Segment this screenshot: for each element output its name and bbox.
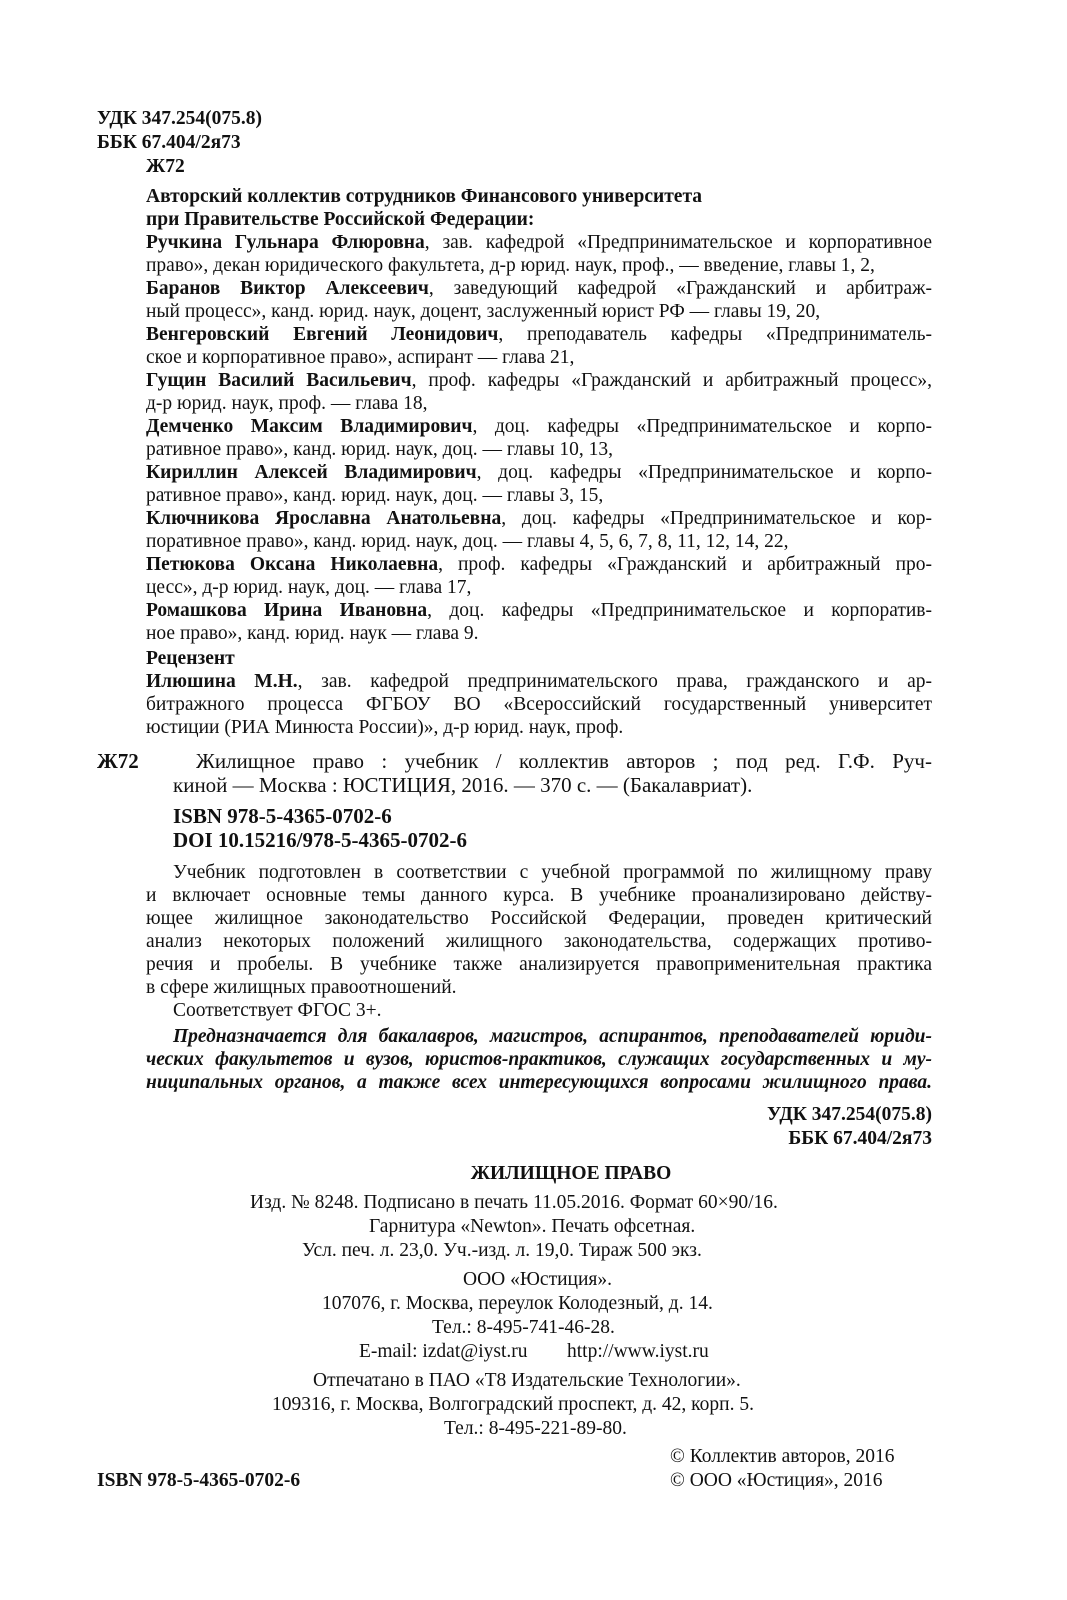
author-entry-continued: д-р юрид. наук, проф. — глава 18, [146, 393, 428, 414]
author-name: Баранов Виктор Алексеевич [146, 278, 429, 299]
bib-author-sign: Ж72 [97, 749, 139, 773]
author-name: Петюкова Оксана Николаевна [146, 554, 439, 575]
imprint-line: Усл. печ. л. 23,0. Уч.-изд. л. 19,0. Тираж 500 экз. [302, 1240, 702, 1261]
printer-line: 109316, г. Москва, Волгоградский проспект, д. 42, корп. 5. [272, 1394, 754, 1415]
author-name: Ромашкова Ирина Ивановна [146, 600, 428, 621]
printer-line: Отпечатано в ПАО «T8 Издательские Технологии». [313, 1370, 741, 1391]
printer-line: Тел.: 8-495-221-89-80. [444, 1418, 627, 1439]
author-name: Демченко Максим Владимирович [146, 416, 473, 437]
author-entry-continued: ный процесс», канд. юрид. наук, доцент, заслуженный юрист РФ — главы 19, 20, [146, 301, 821, 322]
imprint-line: Гарнитура «Newton». Печать офсетная. [369, 1216, 696, 1237]
publisher-address: 107076, г. Москва, переулок Колодезный, д. 14. [322, 1293, 713, 1314]
abstract-line: Учебник подготовлен в соответствии с учебной программой по жилищному праву [173, 862, 932, 883]
fgos-compliance: Соответствует ФГОС 3+. [173, 1000, 382, 1021]
author-entry-continued: право», декан юридического факультета, д-р юрид. наук, проф., — введение, главы 1, 2, [146, 255, 875, 276]
author-name: Венгеровский Евгений Леонидович [146, 324, 499, 345]
author-entry: Ручкина Гульнара Флюровна, зав. кафедрой «Предпринимательское и корпоративное [146, 232, 932, 253]
author-name: Ручкина Гульнара Флюровна [146, 232, 425, 253]
author-entry-continued: ское и корпоративное право», аспирант — глава 21, [146, 347, 575, 368]
author-entry: Гущин Василий Васильевич, проф. кафедры «Гражданский и арбитражный процесс», [146, 370, 932, 391]
reviewer-entry-continued: юстиции (РИА Минюста России)», д-р юрид. наук, проф. [146, 717, 624, 738]
author-entry: Ромашкова Ирина Ивановна, доц. кафедры «Предпринимательское и корпоратив- [146, 600, 932, 621]
copyright-authors: © Коллектив авторов, 2016 [670, 1446, 895, 1467]
author-name: Ключникова Ярославна Анатольевна [146, 508, 502, 529]
authors-heading-line-1: Авторский коллектив сотрудников Финансового университета [146, 186, 703, 207]
author-entry-continued: цесс», д-р юрид. наук, доц. — глава 17, [146, 577, 472, 598]
publisher-website: http://www.iyst.ru [567, 1341, 709, 1362]
udk-code-bottom: УДК 347.254(075.8) [766, 1104, 932, 1125]
abstract-line: анализ некоторых положений жилищного законодательства, содержащих противо- [146, 931, 932, 952]
publisher-name: ООО «Юстиция». [463, 1269, 612, 1290]
author-entry-continued: ративное право», канд. юрид. наук, доц. — главы 10, 13, [146, 439, 614, 460]
reviewer-entry: Илюшина М.Н., зав. кафедрой предпринимательского права, гражданского и ар- [146, 671, 932, 692]
audience-line: ниципальных органов, а также всех интересующихся вопросами жилищного права. [146, 1072, 932, 1093]
author-entry: Венгеровский Евгений Леонидович, преподаватель кафедры «Предприниматель- [146, 324, 932, 345]
author-entry-continued: поративное право», канд. юрид. наук, доц. — главы 4, 5, 6, 7, 8, 11, 12, 14, 22, [146, 531, 789, 552]
bib-doi: DOI 10.15216/978-5-4365-0702-6 [173, 828, 467, 852]
bbk-code: ББК 67.404/2я73 [97, 132, 241, 153]
footer-isbn: ISBN 978-5-4365-0702-6 [97, 1470, 301, 1491]
author-entry-continued: ное право», канд. юрид. наук — глава 9. [146, 623, 479, 644]
author-name: Кириллин Алексей Владимирович [146, 462, 477, 483]
audience-line: ческих факультетов и вузов, юристов-практиков, служащих государственных и му- [146, 1049, 932, 1070]
imprint-title: ЖИЛИЩНОЕ ПРАВО [470, 1163, 672, 1184]
bib-description-continued: киной — Москва : ЮСТИЦИЯ, 2016. — 370 с. — (Бакалавриат). [173, 773, 753, 797]
bib-isbn: ISBN 978-5-4365-0702-6 [173, 804, 392, 828]
abstract-line: в сфере жилищных правоотношений. [146, 977, 457, 998]
abstract-line: речия и пробелы. В учебнике также анализируется правоприменительная практика [146, 954, 932, 975]
reviewer-heading: Рецензент [146, 648, 235, 669]
reviewer-entry-continued: битражного процесса ФГБОУ ВО «Всероссийский государственный университет [146, 694, 932, 715]
author-entry: Ключникова Ярославна Анатольевна, доц. кафедры «Предпринимательское и кор- [146, 508, 932, 529]
abstract-line: и включает основные темы данного курса. В учебнике проанализировано действу- [146, 885, 932, 906]
authors-heading-line-2: при Правительстве Российской Федерации: [146, 209, 535, 230]
author-entry: Баранов Виктор Алексеевич, заведующий кафедрой «Гражданский и арбитраж- [146, 278, 932, 299]
audience-line: Предназначается для бакалавров, магистров, аспирантов, преподавателей юриди- [173, 1026, 932, 1047]
bib-description: Жилищное право : учебник / коллектив авторов ; под ред. Г.Ф. Руч- [196, 749, 932, 773]
author-name: Гущин Василий Васильевич [146, 370, 412, 391]
imprint-line: Изд. № 8248. Подписано в печать 11.05.2016. Формат 60×90/16. [250, 1192, 778, 1213]
author-entry: Демченко Максим Владимирович, доц. кафедры «Предпринимательское и корпо- [146, 416, 932, 437]
bbk-code-bottom: ББК 67.404/2я73 [788, 1128, 932, 1149]
copyright-publisher: © ООО «Юстиция», 2016 [670, 1470, 883, 1491]
reviewer-name: Илюшина М.Н. [146, 671, 298, 692]
author-entry: Петюкова Оксана Николаевна, проф. кафедры «Гражданский и арбитражный про- [146, 554, 932, 575]
udk-code: УДК 347.254(075.8) [97, 108, 263, 129]
publisher-email: E-mail: izdat@iyst.ru [359, 1341, 528, 1362]
author-entry-continued: ративное право», канд. юрид. наук, доц. — главы 3, 15, [146, 485, 604, 506]
author-entry: Кириллин Алексей Владимирович, доц. кафедры «Предпринимательское и корпо- [146, 462, 932, 483]
author-sign: Ж72 [146, 156, 185, 177]
publisher-phone: Тел.: 8-495-741-46-28. [432, 1317, 615, 1338]
abstract-line: ющее жилищное законодательство Российской Федерации, проведен критический [146, 908, 932, 929]
